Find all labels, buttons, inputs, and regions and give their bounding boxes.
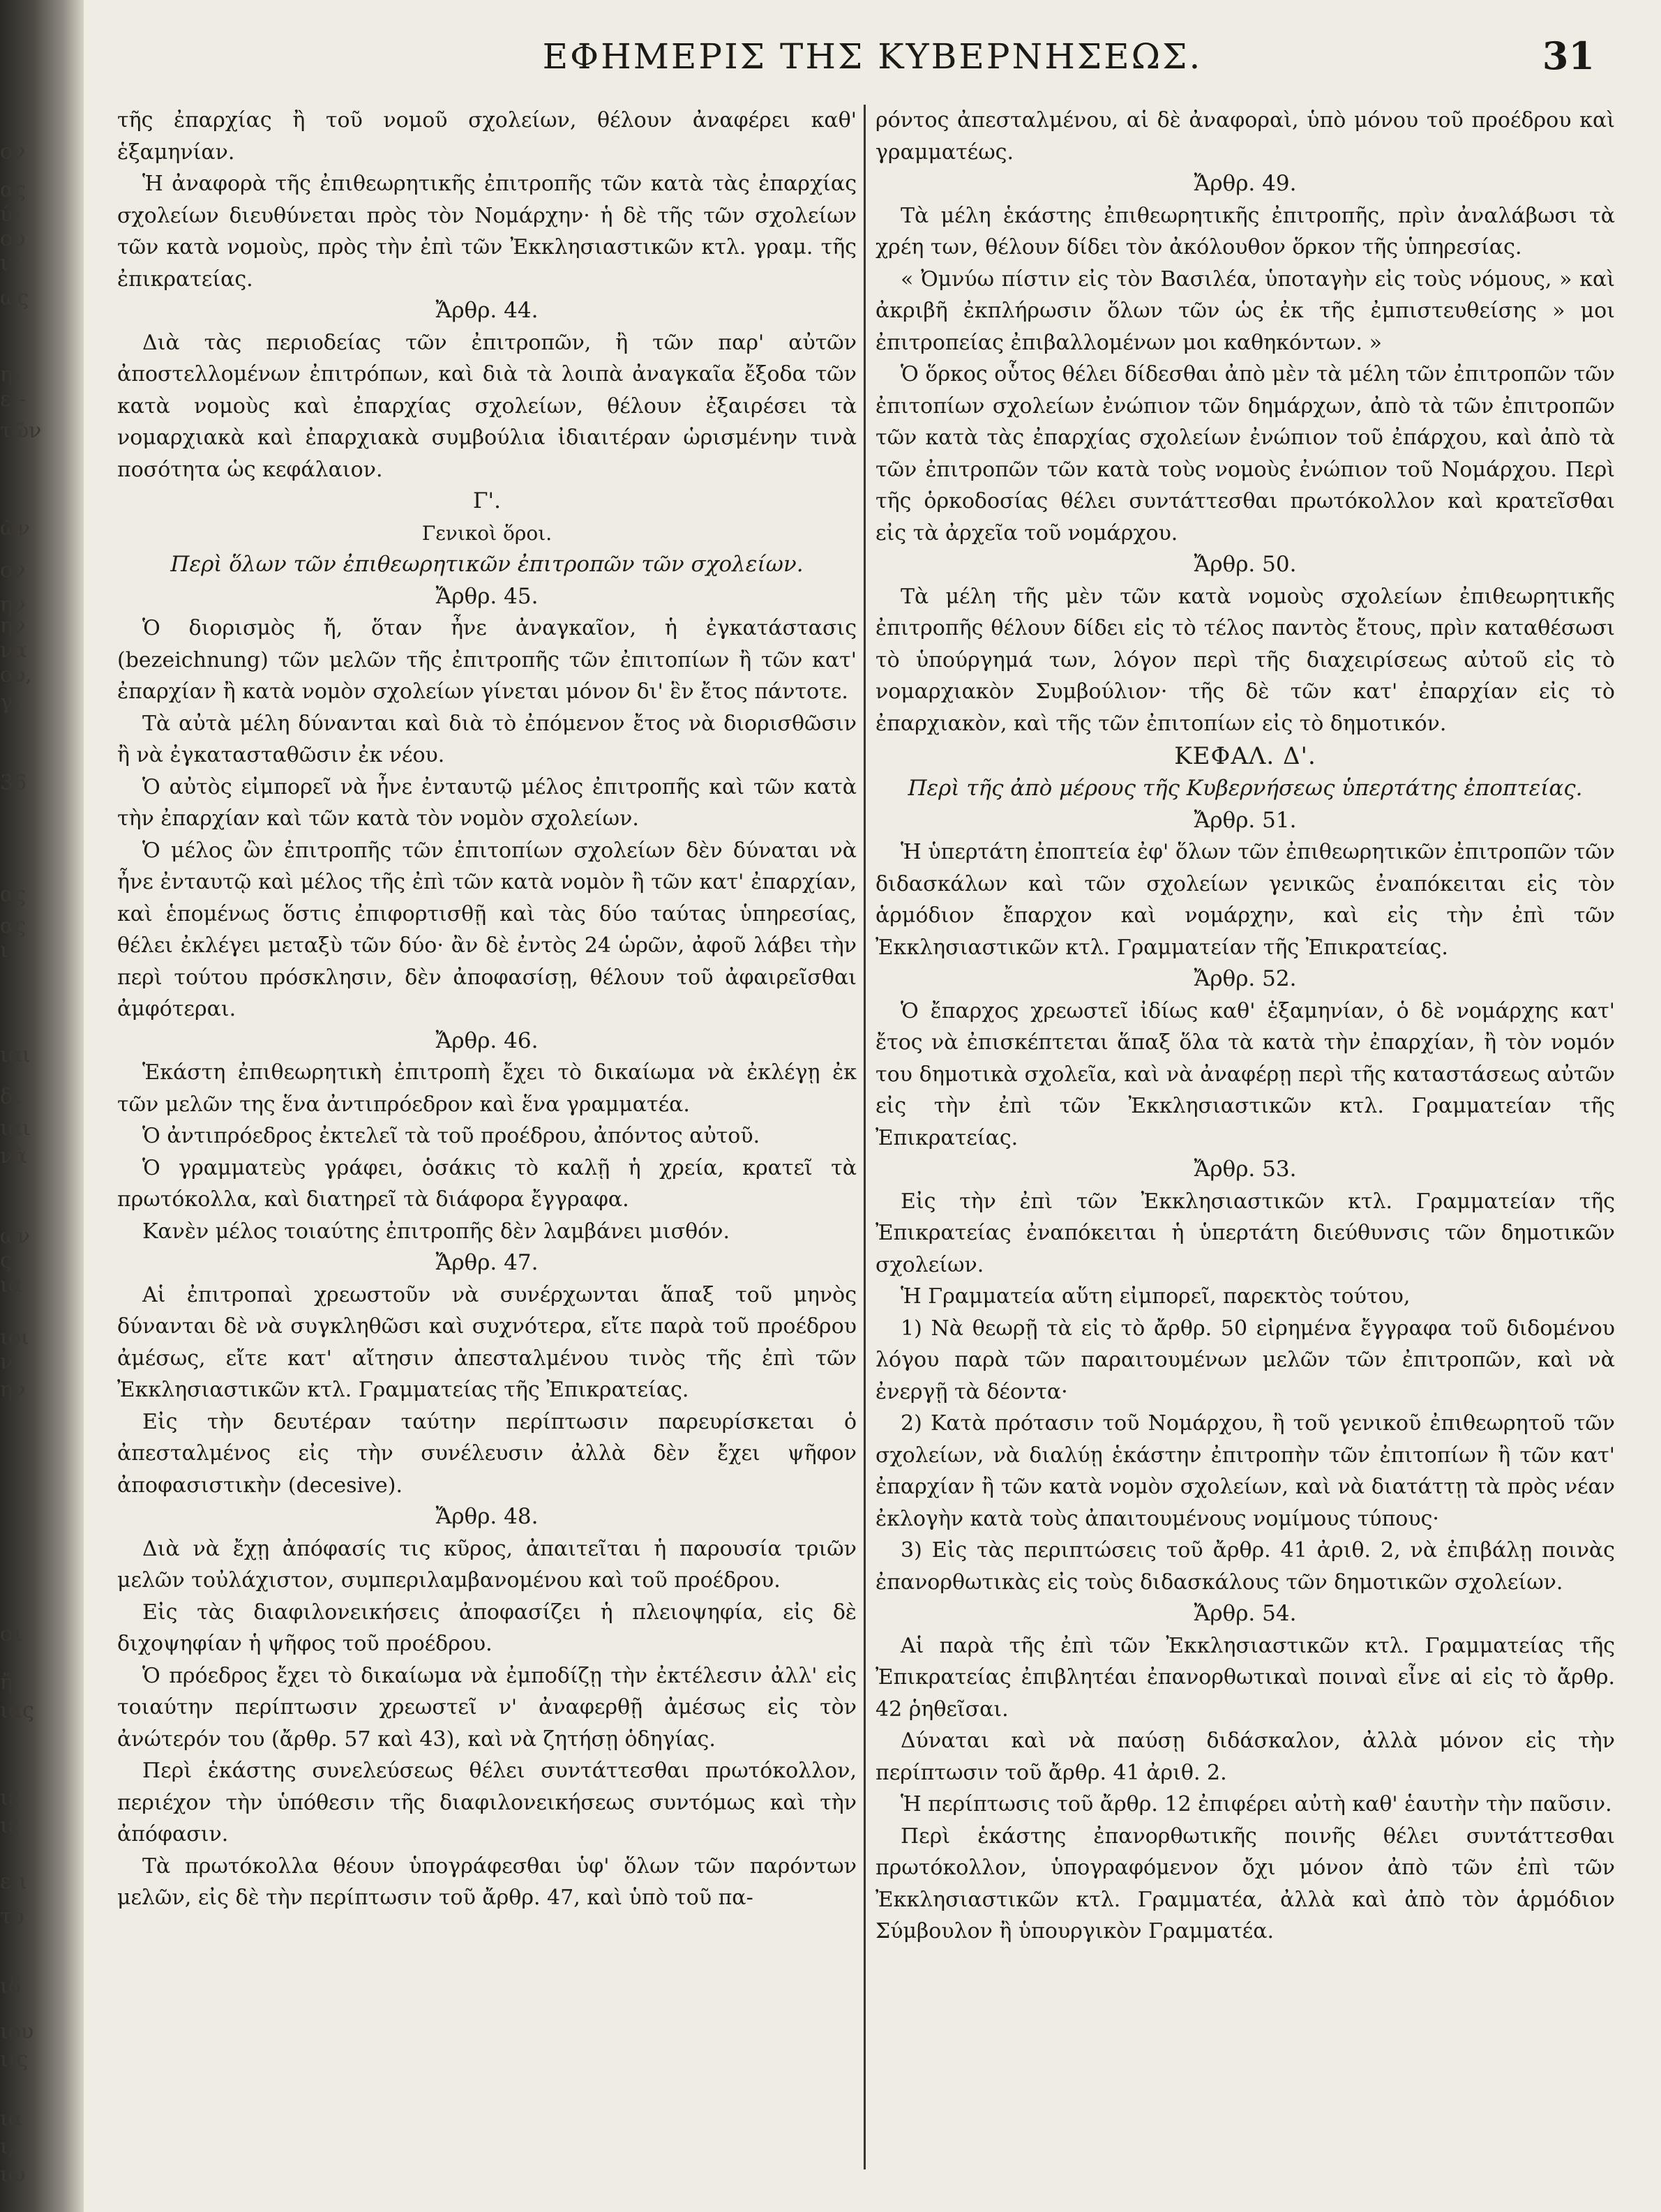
margin-fragment: τὸ [0, 1904, 24, 1929]
paragraph: Ὁ ἀντιπρόεδρος ἐκτελεῖ τὰ τοῦ προέδρου, ἀπόντος αὐτοῦ. [142, 1124, 760, 1148]
page-header [84, 28, 1661, 91]
margin-fragment: ην [0, 614, 26, 638]
margin-fragment: η- [0, 363, 20, 387]
margin-fragment: ς, [0, 1249, 19, 1273]
article-heading: Ἄρθρ. 45. [435, 583, 539, 609]
margin-fragment: ην [0, 593, 26, 617]
margin-fragment: ου [0, 227, 26, 251]
margin-fragment: ει- [0, 387, 27, 412]
margin-fragment: δι [0, 1085, 21, 1109]
margin-fragment: ιαι [0, 1116, 31, 1141]
margin-fragment: ου, [0, 663, 32, 687]
paragraph: Ὁ διορισμὸς ἤ, ὅταν ἦνε ἀναγκαῖον, ἡ ἐγκατάστασις (bezeichnung) τῶν μελῶν τῆς ἐπιτροπῆς τῶν ἐπιτοπίων ἢ τῶν κατ' ἐπαρχίαν ἢ κατὰ νομὸν σχολείων γίνεται μόνον δι' ἓν ἔτος πάντοτε. [117, 616, 857, 704]
paragraph: 2) Κατὰ πρότασιν τοῦ Νομάρχου, ἢ τοῦ γενικοῦ ἐπιθεωρητοῦ τῶν σχολείων, νὰ διαλύῃ ἑκάστην ἐπιτροπὴν τῶν ἐπιτοπίων ἢ τῶν κατ' ἐπαρχίαν ἢ τῶν κατὰ νομὸν σχολείων, καὶ νὰ διατάττῃ τὰ πρὸς νέαν ἐκλογὴν κατὰ τοὺς ἀπαιτουμένους νομίμους τύπους· [875, 1411, 1615, 1531]
article-heading: Ἄρθρ. 48. [435, 1504, 539, 1529]
margin-fragment: ιις [0, 2047, 29, 2072]
right-column [875, 105, 1615, 2169]
margin-fragment: γ- [0, 691, 20, 715]
paragraph: 3) Εἰς τὰς περιπτώσεις τοῦ ἄρθρ. 41 ἀριθ. 2, νὰ ἐπιβάλῃ ποινὰς ἐπανορθωτικὰς εἰς τοὺς διδασκάλους τῶν δημοτικῶν σχολείων. [875, 1538, 1615, 1595]
paragraph: Τὰ μέλη ἑκάστης ἐπιθεωρητικῆς ἐπιτροπῆς, πρὶν ἀναλάβωσι τὰ χρέη των, θέλουν δίδει τὸν ἀκόλουθον ὅρκον τῆς ὑπηρεσίας. [875, 203, 1615, 259]
column-divider [864, 105, 866, 2169]
paragraph: Περὶ ἑκάστης ἐπανορθωτικῆς ποινῆς θέλει συντάττεσθαι πρωτόκολλον, ὑπογραφόμενον ὄχι μόνον ἀπὸ τῶν ἐπὶ τῶν Ἐκκλησιαστικῶν κτλ. Γραμματέα, ἀλλὰ καὶ ἀπὸ τὸν ἁρμόδιον Σύμβουλον ἢ ὑπουργικὸν Γραμματέα. [875, 1823, 1615, 1943]
margin-fragment: ιτ [0, 251, 20, 276]
article-heading: Ἄρθρ. 46. [435, 1028, 539, 1053]
paragraph: Ὁ ἔπαρχος χρεωστεῖ ἰδίως καθ' ἑξαμηνίαν, ὁ δὲ νομάρχης κατ' ἔτος νὰ ἐπισκέπτεται ἅπαξ ὅλα τὰ κατὰ τὴν ἐπαρχίαν, ἢ τὸν νομόν του δημοτικὰ σχολεῖα, καὶ νὰ ἀναφέρῃ περὶ τῆς καταστάσεως αὐτῶν εἰς τὴν ἐπὶ τῶν Ἐκκλησιαστικῶν κτλ. Γραμματείαν τῆς Ἐπικρατείας. [875, 998, 1615, 1150]
paragraph: Δύναται καὶ νὰ παύσῃ διδάσκαλον, ἀλλὰ μόνον εἰς τὴν περίπτωσιν τοῦ ἄρθρ. 41 ἀριθ. 2. [875, 1729, 1615, 1785]
margin-fragment: ιας [0, 1699, 34, 1723]
margin-fragment: ων [0, 1224, 30, 1249]
margin-fragment: ι, [0, 2135, 15, 2159]
paragraph: Τὰ μέλη τῆς μὲν τῶν κατὰ νομοὺς σχολείων ἐπιθεωρητικῆς ἐπιτροπῆς θέλουν δίδει εἰς τὸ τέλος παντὸς ἔτους, πρὶν καταθέσωσι τὸ ὑπούργημά των, λόγον περὶ τῆς διαχειρίσεως αὐτοῦ εἰς τὸ νομαρχιακὸν Συμβούλιον· τῆς δὲ τῶν κατ' ἐπαρχίαν εἰς τὸ ἐπαρχιακὸν, καὶ τῆς τῶν ἐπιτοπίων εἰς τὸ δημοτικόν. [875, 584, 1615, 736]
paragraph: Ὁ αὐτὸς εἰμπορεῖ νὰ ἦνε ἐνταυτῷ μέλος ἐπιτροπῆς καὶ τῶν κατὰ τὴν ἐπαρχίαν καὶ τῶν κατὰ τὸν νομὸν σχολείων. [117, 774, 857, 831]
article-heading: Ἄρθρ. 49. [1194, 171, 1297, 196]
margin-fragment: να [0, 638, 27, 663]
article-heading: Ἄρθρ. 47. [435, 1250, 539, 1275]
margin-fragment: ον [0, 140, 26, 164]
paragraph: Αἱ παρὰ τῆς ἐπὶ τῶν Ἐκκλησιαστικῶν κτλ. Γραμματείας τῆς Ἐπικρατείας ἐπιβλητέαι ἐπανορθωτικαὶ ποιναὶ εἶνε αἱ εἰς τὸ ἄρθρ. 42 ῥηθεῖσαι. [875, 1633, 1615, 1722]
margin-fragment: ιοι [0, 1325, 29, 1350]
paragraph: « Ὀμνύω πίστιν εἰς τὸν Βασιλέα, ὑποταγὴν εἰς τοὺς νόμους, » καὶ ἀκριβῆ ἐκπλήρωσιν ὅλων τῶν ὡς ἐκ τῆς ἐμπιστευθείσης » μοι ἐπιτροπείας ἐπιβαλλομένων μοι καθηκόντων. » [875, 266, 1615, 355]
chapter-heading: ΚΕΦΑΛ. Δ'. [1174, 742, 1316, 770]
page-number: 31 [1542, 33, 1595, 78]
margin-fragment: ιὰ [0, 1273, 23, 1297]
margin-fragment: ιαι [0, 1043, 31, 1067]
paragraph: 1) Νὰ θεωρῇ τὰ εἰς τὸ ἄρθρ. 50 εἰρημένα ἔγγραφα τοῦ διδομένου λόγου παρὰ τῶν παραιτουμένων μελῶν τῶν ἐπιτροπῶν, καὶ νὰ ἐνεργῇ τὰ δέοντα· [875, 1316, 1615, 1404]
paragraph: Τὰ αὐτὰ μέλη δύνανται καὶ διὰ τὸ ἐπόμενον ἔτος νὰ διορισθῶσιν ἢ νὰ ἐγκατασταθῶσιν ἐκ νέου. [117, 711, 857, 767]
margin-fragment: ον [0, 558, 26, 582]
article-heading: Ἄρθρ. 44. [435, 298, 539, 323]
paragraph: Ὁ πρόεδρος ἔχει τὸ δικαίωμα νὰ ἐμποδίζῃ τὴν ἐκτέλεσιν ἀλλ' εἰς τοιαύτην περίπτωσιν χρεωστεῖ ν' ἀναφερθῇ ἀμέσως εἰς τὸν ἀνώτερόν του (ἄρθρ. 57 καὶ 43), καὶ νὰ ζητήσῃ ὁδηγίας. [117, 1663, 857, 1752]
paragraph: Αἱ ἐπιτροπαὶ χρεωστοῦν νὰ συνέρχωνται ἅπαξ τοῦ μηνὸς δύνανται δὲ νὰ συγκληθῶσι καὶ συχνότερα, εἴτε παρὰ τοῦ προέδρου ἀμέσως, εἴτε κατ' αἴτησιν ἀπεσταλμένου τινὸς τῆς ἐπὶ τῶν Ἐκκλησιαστικῶν κτλ. Γραμματείας τῆς Ἐπικρατείας. [117, 1282, 857, 1402]
article-heading: Ἄρθρ. 54. [1194, 1601, 1297, 1626]
margin-fragment: ιε [0, 1786, 20, 1810]
paragraph: τῆς ἐπαρχίας ἢ τοῦ νομοῦ σχολείων, θέλουν ἀναφέρει καθ' ἑξαμηνίαν. [117, 108, 857, 165]
subsection-heading: Γενικοὶ ὅροι. [421, 521, 553, 545]
article-heading: Ἄρθρ. 53. [1194, 1157, 1297, 1182]
margin-fragment: ι [0, 938, 8, 963]
margin-fragment: 36 [0, 771, 27, 795]
article-heading: Ἄρθρ. 50. [1194, 552, 1297, 577]
paragraph: Ἡ περίπτωσις τοῦ ἄρθρ. 12 ἐπιφέρει αὐτὴ καθ' ἑαυτὴν τὴν παῦσιν. [901, 1792, 1612, 1816]
margin-fragment: ην [0, 1378, 26, 1402]
margin-fragment: ας [0, 914, 27, 938]
paragraph: Ὁ γραμματεὺς γράφει, ὁσάκις τὸ καλῇ ἡ χρεία, κρατεῖ τὰ πρωτόκολλα, καὶ διατηρεῖ τὰ διάφορα ἔγγραφα. [117, 1155, 857, 1212]
paragraph: Διὰ νὰ ἔχῃ ἀπόφασίς τις κῦρος, ἀπαιτεῖται ἡ παρουσία τριῶν μελῶν τοὐλάχιστον, συμπεριλαμβανομένου καὶ τοῦ προέδρου. [117, 1536, 857, 1593]
paragraph: Ἡ ἀναφορὰ τῆς ἐπιθεωρητικῆς ἐπιτροπῆς τῶν κατὰ τὰς ἐπαρχίας σχολείων διευθύνεται πρὸς τὸν Νομάρχην· ἡ δὲ τῆς τῶν σχολείων τῶν κατὰ νομοὺς, πρὸς τὴν ἐπὶ τῶν Ἐκκλησιαστικῶν κτλ. γραμ. τῆς ἐπικρατείας. [117, 172, 857, 292]
section-heading: Γ'. [473, 488, 501, 513]
margin-fragment: ῶν [0, 516, 30, 541]
paragraph: Κανὲν μέλος τοιαύτης ἐπιτροπῆς δὲν λαμβάνει μισθόν. [142, 1219, 730, 1244]
italic-heading: Περὶ ὅλων τῶν ἐπιθεωρητικῶν ἐπιτροπῶν τῶν σχολείων. [170, 552, 804, 577]
page-title: ΕΦΗΜΕΡΙΣ ΤΗΣ ΚΥΒΕΡΝΗΣΕΩΣ. [542, 36, 1203, 77]
article-heading: Ἄρθρ. 51. [1194, 807, 1297, 833]
margin-fragment: ας [0, 178, 27, 202]
paragraph: Εἰς τὴν δευτέραν ταύτην περίπτωσιν παρευρίσκεται ὁ ἀπεσταλμένος εἰς τὴν συνέλευσιν ἀλλὰ δὲν ἔχει ψῆφον ἀποφασιστικὴν (decesive). [117, 1409, 857, 1498]
margin-fragment: ιε [0, 1814, 20, 1838]
paragraph: Διὰ τὰς περιοδείας τῶν ἐπιτροπῶν, ἢ τῶν παρ' αὐτῶν ἀποστελλομένων ἐπιτρόπων, καὶ διὰ τὰ λοιπὰ ἀναγκαῖα ἔξοδα τῶν κατὰ νομοὺς καὶ ἐπαρχίας σχολείων, θέλουν ἐξαιρέσει τὰ νομαρχιακὰ καὶ ἐπαρχιακὰ συμβούλια ἰδιαιτέραν ὡρισμένην τινὰ ποσότητα ὡς κεφάλαιον. [117, 330, 857, 482]
margin-fragment: ύ- [0, 202, 20, 227]
margin-fragment: ιω [0, 2162, 26, 2187]
paragraph: Περὶ ἑκάστης συνελεύσεως θέλει συντάττεσθαι πρωτόκολλον, περιέχον τὴν ὑπόθεσιν τῆς διαφιλονεικήσεως συντόμως καὶ τὴν ἀπόφασιν. [117, 1759, 857, 1846]
paragraph: Ὁ μέλος ὢν ἐπιτροπῆς τῶν ἐπιτοπίων σχολείων δὲν δύναται νὰ ἦνε ἐνταυτῷ καὶ μέλος τῆς ἐπὶ τῶν κατὰ νομὸν ἢ τῶν κατ' ἐπαρχίαν, καὶ ἑπομένως ὅστις ἐπιφορτισθῇ καὶ τὰς δύο ταύτας ὑπηρεσίας, θέλει ἐκλέγει μεταξὺ τῶν δύο· ἂν δὲ ἐντὸς 24 ὡρῶν, ἀφοῦ λάβει τὴν περὶ τούτου πρόσκλησιν, δὲν ἀποφασίσῃ, θέλουν τοῦ ἀφαιρεῖσθαι ἀμφότεραι. [117, 838, 857, 1021]
paragraph: Ἡ Γραμματεία αὕτη εἰμπορεῖ, παρεκτὸς τούτου, [901, 1284, 1411, 1309]
paragraph: Εἰς τὰς διαφιλονεικήσεις ἀποφασίζει ἡ πλειοψηφία, εἰς δὲ διχοψηφίαν ἡ ψῆφος τοῦ προέδρου. [117, 1600, 857, 1656]
margin-fragment: ας [0, 882, 27, 907]
left-column [117, 105, 857, 2169]
margin-fragment: ειι [0, 1869, 28, 1894]
margin-fragment: ως [0, 286, 29, 310]
paragraph: Ὁ ὅρκος οὗτος θέλει δίδεσθαι ἀπὸ μὲν τὰ μέλη τῶν ἐπιτροπῶν τῶν ἐπιτοπίων σχολείων ἐνώπιον τῶν δημάρχων, ἀπὸ τὰ τῶν ἐπιτροπῶν τῶν κατὰ τὰς ἐπαρχίας σχολείων ἐνώπιον τοῦ ἐπάρχου, καὶ ἀπὸ τὰ τῶν ἐπιτροπῶν τῶν κατὰ τοὺς νομοὺς ἐνώπιον τοῦ Νομάρχου. Περὶ τῆς ὁρκοδοσίας θέλει συντάττεσθαι πρωτόκολλον καὶ κρατεῖσθαι εἰς τὰ ἀρχεῖα τοῦ νομάρχου. [875, 362, 1615, 546]
margin-fragment: σι [0, 1622, 23, 1646]
margin-fragment: ιου [0, 2019, 34, 2044]
margin-fragment: νὰ [0, 1144, 27, 1168]
italic-heading: Περὶ τῆς ἀπὸ μέρους τῆς Κυβερνήσεως ὑπερτάτης ἐποπτείας. [908, 776, 1583, 801]
paragraph: Εἰς τὴν ἐπὶ τῶν Ἐκκλησιαστικῶν κτλ. Γραμματείαν τῆς Ἐπικρατείας ἐναπόκειται ἡ ὑπερτάτη διεύθυνσις τῶν δημοτικῶν σχολείων. [875, 1189, 1615, 1277]
paragraph: Ἑκάστη ἐπιθεωρητικὴ ἐπιτροπὴ ἔχει τὸ δικαίωμα νὰ ἐκλέγῃ ἐκ τῶν μελῶν της ἕνα ἀντιπρόεδρον καὶ ἕνα γραμματέα. [117, 1060, 857, 1117]
article-heading: Ἄρθρ. 52. [1194, 966, 1297, 991]
paragraph: Ἡ ὑπερτάτη ἐποπτεία ἐφ' ὅλων τῶν ἐπιθεωρητικῶν ἐπιτροπῶν τῶν διδασκάλων καὶ τῶν σχολείων γενικῶς ἐναπόκειται εἰς τὸν ἁρμόδιον ἔπαρχον καὶ νομάρχην, καὶ εἰς τὴν ἐπὶ τῶν Ἐκκλησιαστικῶν κτλ. Γραμματείαν τῆς Ἐπικρατείας. [875, 840, 1615, 960]
paragraph: Τὰ πρωτόκολλα θέουν ὑπογράφεσθαι ὑφ' ὅλων τῶν παρόντων μελῶν, εἰς δὲ τὴν περίπτωσιν τοῦ ἄρθρ. 47, καὶ ὑπὸ τοῦ πα- [117, 1853, 857, 1910]
margin-fragment: ν, [0, 1350, 20, 1374]
margin-fragment: τῶν [0, 419, 42, 443]
paragraph: ρόντος ἀπεσταλμένου, αἱ δὲ ἀναφοραὶ, ὑπὸ μόνου τοῦ προέδρου καὶ γραμματέως. [875, 108, 1615, 165]
margin-fragment: ιᾳ [0, 2107, 23, 2131]
margin-fragment: ἤ [0, 1671, 13, 1695]
margin-fragment: ιδ [0, 1974, 21, 1999]
